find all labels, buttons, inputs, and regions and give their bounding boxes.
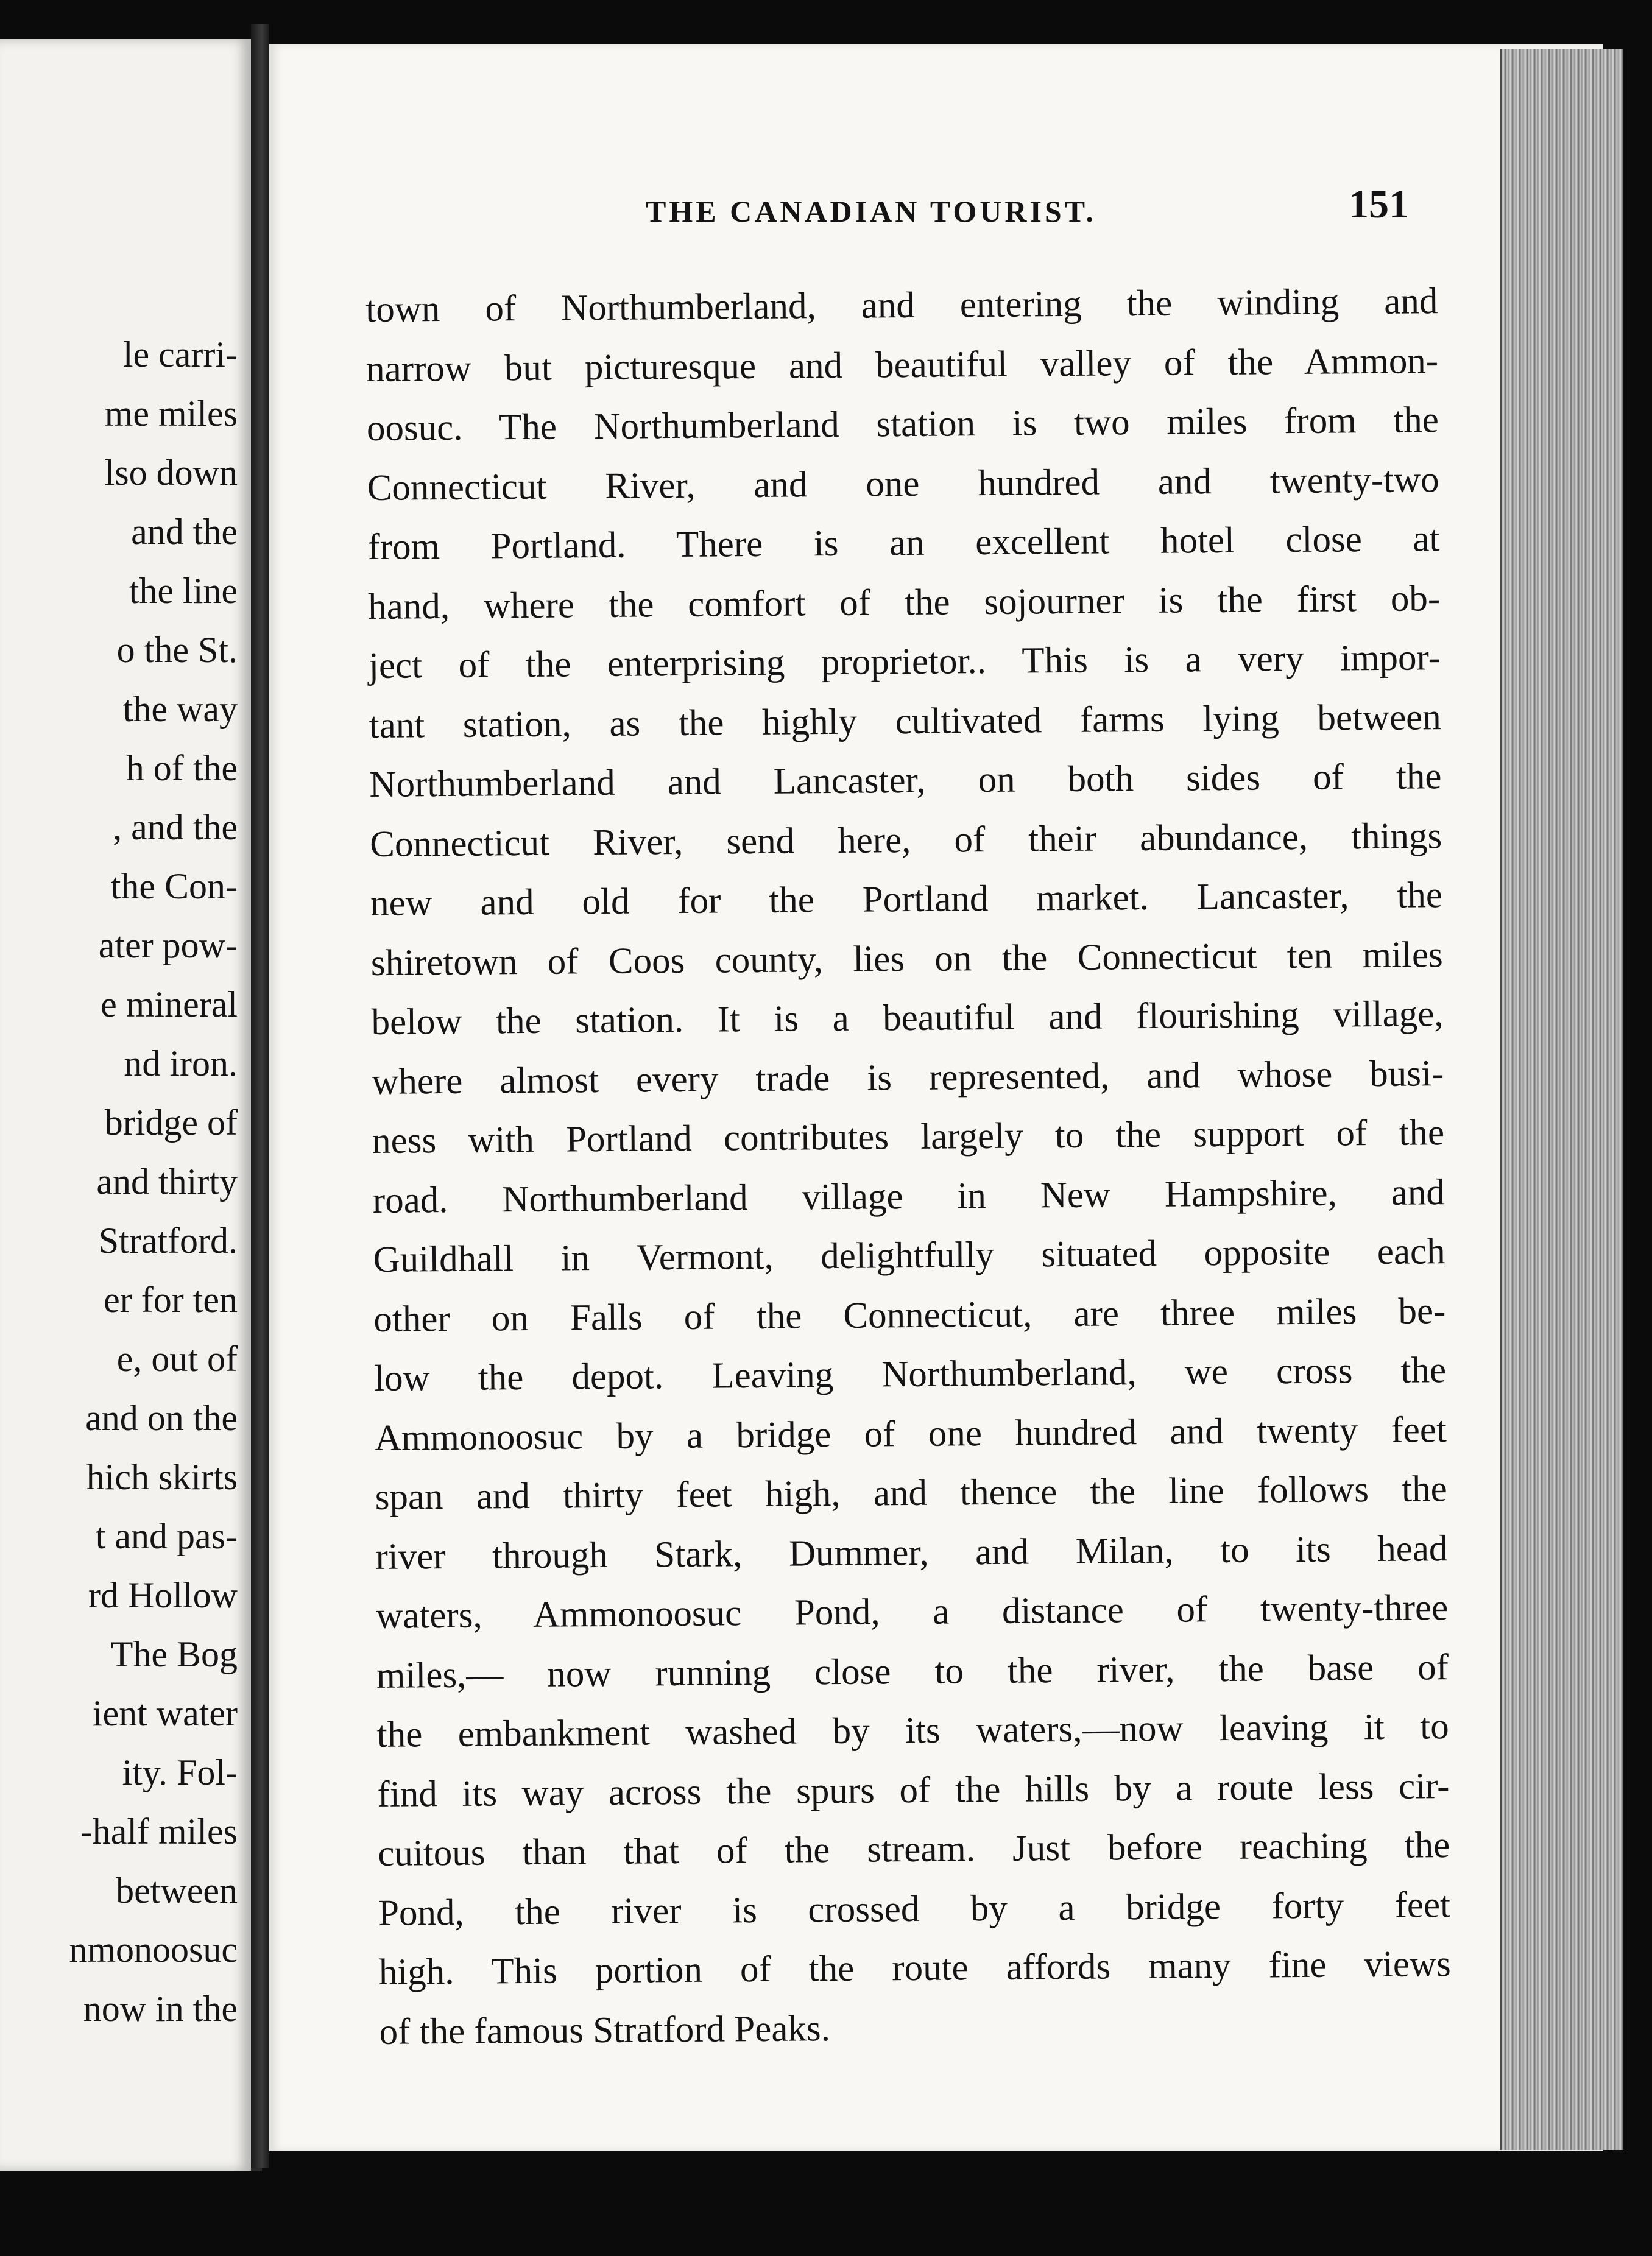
body-line: Northumberland and Lancaster, on both sides of the <box>369 756 1442 805</box>
body-line: other on Falls of the Connecticut, are three miles be- <box>373 1290 1446 1340</box>
body-line: ject of the enterprising proprietor.. This is a very impor- <box>368 637 1441 686</box>
left-page-line: lso down <box>104 453 238 493</box>
body-line: high. This portion of the route affords many fine views <box>378 1944 1452 1993</box>
left-page-line: rd Hollow <box>88 1575 238 1615</box>
page-number: 151 <box>1349 182 1409 227</box>
body-line: Connecticut River, send here, of their abundance, things <box>370 815 1442 865</box>
left-page-line: , and the <box>113 807 238 847</box>
left-page-line: Stratford. <box>98 1221 238 1261</box>
body-line: shiretown of Coos county, lies on the Connecticut ten miles <box>370 934 1444 984</box>
left-page-line: nmonoosuc <box>69 1930 238 1970</box>
left-page <box>0 39 262 2171</box>
left-page-line: the Con- <box>110 866 238 906</box>
left-page-line: The Bog <box>110 1634 238 1674</box>
left-page-line: le carri- <box>122 334 238 375</box>
left-page-text <box>0 325 238 2039</box>
left-page-line: ater pow- <box>98 925 238 965</box>
body-line: miles,— now running close to the river, the base of <box>376 1646 1449 1696</box>
left-page-line: nd iron. <box>124 1043 238 1084</box>
left-page-line: and the <box>131 512 238 552</box>
left-page-line: o the St. <box>116 630 238 670</box>
left-page-line: the line <box>129 571 238 611</box>
left-page-line: hich skirts <box>86 1457 238 1497</box>
body-line: hand, where the comfort of the sojourner is the first ob- <box>367 577 1441 627</box>
left-page-line: now in the <box>83 1989 238 2029</box>
body-line: river through Stark, Dummer, and Milan, to its head <box>375 1528 1448 1577</box>
body-line: cuitous than that of the stream. Just before reaching the <box>378 1825 1450 1874</box>
left-page-line: e mineral <box>101 984 238 1024</box>
left-page-line: -half miles <box>80 1811 238 1852</box>
body-line: from Portland. There is an excellent hotel close at <box>367 518 1440 568</box>
body-line: new and old for the Portland market. Lancaster, the <box>370 875 1443 924</box>
left-page-line: e, out of <box>116 1339 238 1379</box>
body-line: waters, Ammonoosuc Pond, a distance of twenty-three <box>375 1587 1449 1637</box>
left-page-line: bridge of <box>104 1102 238 1143</box>
body-line: below the station. It is a beautiful and flourishing village, <box>371 993 1444 1043</box>
body-line: span and thirty feet high, and thence the line follows the <box>375 1468 1447 1518</box>
body-line: narrow but picturesque and beautiful valley of the Ammon- <box>365 340 1439 390</box>
body-line: Guildhall in Vermont, delightfully situated opposite each <box>373 1231 1446 1280</box>
left-page-line: me miles <box>104 393 238 434</box>
body-line: road. Northumberland village in New Hampshire, and <box>372 1171 1446 1221</box>
body-line: of the famous Stratford Peaks. <box>379 2007 831 2053</box>
left-page-line: t and pas- <box>95 1516 238 1556</box>
left-page-line: the way <box>122 689 238 729</box>
left-page-line: ity. Fol- <box>122 1752 238 1792</box>
body-text <box>365 272 1452 2062</box>
left-page-line: h of the <box>125 748 238 788</box>
book-gutter <box>251 24 269 2168</box>
left-page-line: and thirty <box>96 1161 238 1202</box>
body-line: ness with Portland contributes largely to the support of the <box>372 1112 1445 1161</box>
body-line: Connecticut River, and one hundred and twenty-two <box>367 459 1439 509</box>
body-line: low the depot. Leaving Northumberland, we cross the <box>373 1350 1447 1399</box>
body-line: find its way across the spurs of the hills by a route less cir- <box>377 1765 1450 1815</box>
left-page-line: and on the <box>85 1398 238 1438</box>
page-edges <box>1500 49 1623 2150</box>
left-page-line: er for ten <box>104 1280 238 1320</box>
left-page-line: ient water <box>92 1693 238 1733</box>
body-line: oosuc. The Northumberland station is two miles from the <box>366 400 1439 449</box>
body-line: tant station, as the highly cultivated farms lying between <box>369 696 1441 746</box>
body-line: Pond, the river is crossed by a bridge forty feet <box>378 1884 1451 1934</box>
body-line: town of Northumberland, and entering the winding and <box>365 281 1438 330</box>
left-page-line: between <box>116 1870 238 1911</box>
body-line: Ammonoosuc by a bridge of one hundred and twenty feet <box>374 1409 1447 1459</box>
body-line: where almost every trade is represented, and whose busi- <box>372 1052 1444 1102</box>
running-head: THE CANADIAN TOURIST. <box>646 194 1096 228</box>
body-line: the embankment washed by its waters,—now leaving it to <box>376 1706 1449 1755</box>
